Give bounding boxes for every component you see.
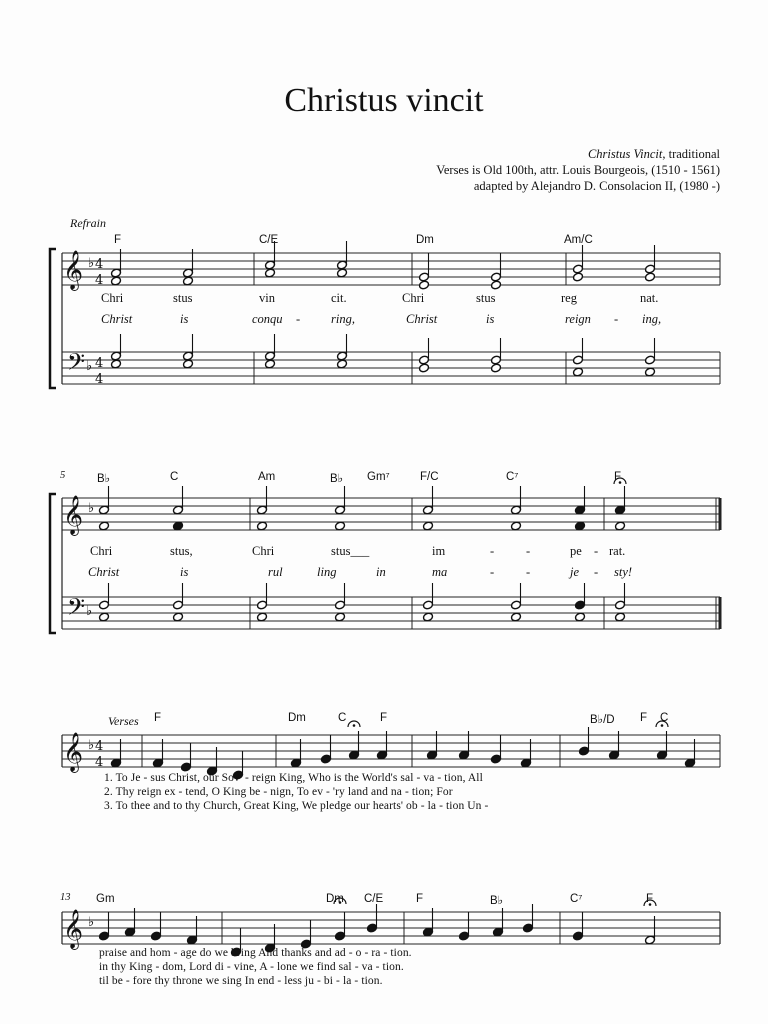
note-head [418,363,429,373]
verses-label: Verses [108,714,139,728]
lyric-s2-eng-dash-3: - [594,565,599,579]
lyric-s2-eng-dash-1: - [490,565,495,579]
note-head [426,750,437,760]
chord-s4-4: F [416,893,424,905]
lyric-s1-eng-4: ring, [331,312,355,326]
chord-s4-5: B♭ [490,895,504,907]
lyric-s2-latin-dash-2: - [526,544,531,558]
note-head [644,272,655,282]
note-head [572,355,583,365]
chord-s4-3: C/E [364,893,384,905]
page-title: Christus vincit [284,82,484,119]
note-head [458,931,469,941]
chord-s3-7: C [660,712,669,724]
note-head [256,600,267,610]
note-head [334,931,345,941]
note-head [256,612,267,622]
lyric-s1-latin-6: stus [476,291,496,305]
time-sig-top: 4 [95,739,104,754]
lyric-s2-latin-7: rat. [609,544,626,558]
note-head [376,750,387,760]
lyric-s2-latin-1: Chri [90,544,113,558]
chord-s1-4: Am/C [564,234,593,246]
treble-clef: 𝄞 [63,732,84,772]
credit-line-3: adapted by Alejandro D. Consolacion II, (1980 -) [473,179,720,193]
system-bracket [50,494,56,633]
note-head [572,367,583,377]
note-head [124,927,135,937]
chord-s3-1: F [154,712,162,724]
note-head [98,600,109,610]
note-head [510,521,521,531]
key-flat: ♭ [88,915,95,930]
note-head [98,931,109,941]
key-flat: ♭ [88,256,95,271]
lyric-s2-latin-5: im [432,544,446,558]
lyric-s2-eng-dash-2: - [526,565,531,579]
lyric-s2-latin-3: Chri [252,544,275,558]
note-head [256,505,267,515]
note-head [574,612,585,622]
note-head [182,359,193,369]
lyric-s1-latin-1: Chri [101,291,124,305]
note-head [578,746,589,756]
note-head [510,600,521,610]
fermata-dot [661,724,664,727]
treble-clef: 𝄞 [63,250,84,290]
chord-s1-2: C/E [259,234,279,246]
note-head [334,505,345,515]
lyric-s2-latin-dash-1: - [490,544,495,558]
verse-3-line-1: 3. To thee and to thy Church, Great King, We pledge our hearts' ob - la - tion Un - [104,800,489,812]
lyric-s1-latin-7: reg [561,291,577,305]
system-bracket [50,249,56,388]
note-head [182,351,193,361]
note-head [574,600,585,610]
note-head [422,600,433,610]
note-head [490,754,501,764]
note-head [336,359,347,369]
lyric-s1-eng-3: conqu [252,312,283,326]
note-head [422,505,433,515]
lyric-s2-latin-6: pe [570,544,582,558]
verse-1-line-2: praise and hom - age do we bring And thanks and ad - o - ra - tion. [99,947,412,959]
lyric-s1-eng-6: is [486,312,495,326]
lyric-s2-latin-2: stus, [170,544,193,558]
lyric-s2-eng-2: is [180,565,189,579]
note-head [150,931,161,941]
chord-s1-3: Dm [416,234,434,246]
time-sig-bottom: 4 [95,273,104,288]
chord-s2-5: Gm⁷ [367,471,390,483]
chord-s3-3: C [338,712,347,724]
fermata-dot [353,724,356,727]
lyric-s1-latin-4: cit. [331,291,347,305]
chord-s3-2: Dm [288,712,306,724]
note-head [490,363,501,373]
note-head [110,758,121,768]
note-head [644,367,655,377]
note-head [110,276,121,286]
lyric-s2-eng-7: je [570,565,580,579]
key-flat: ♭ [86,359,93,374]
lyric-s1-latin-5: Chri [402,291,425,305]
note-head [520,758,531,768]
chord-s2-6: F/C [420,471,439,483]
treble-clef: 𝄞 [63,909,84,949]
lyric-s2-eng-1: Christ [88,565,120,579]
note-head [182,276,193,286]
credit-source-rest: , traditional [662,147,720,161]
note-head [336,268,347,278]
lyric-s1-eng-dash-1: - [296,312,301,326]
note-head [172,612,183,622]
note-head [492,927,503,937]
credit-line-2: Verses is Old 100th, attr. Louis Bourgeois, (1510 - 1561) [436,163,720,177]
lyric-s1-latin-2: stus [173,291,193,305]
note-head [418,272,429,282]
note-head [98,521,109,531]
note-head [172,521,183,531]
lyric-s1-eng-5: Christ [406,312,438,326]
chord-s2-4: B♭ [330,473,344,485]
note-head [418,355,429,365]
note-head [110,268,121,278]
chord-s2-7: C⁷ [506,471,519,483]
lyric-s2-eng-4: ling [317,565,337,579]
key-flat: ♭ [88,501,95,516]
note-head [264,359,275,369]
note-head [110,351,121,361]
note-head [614,521,625,531]
note-head [264,260,275,270]
note-head [490,355,501,365]
lyric-s2-latin-4: stus___ [331,544,370,558]
time-sig-top: 4 [95,356,104,371]
verse-2-line-1: 2. Thy reign ex - tend, O King be - nign, To ev - 'ry land and na - tion; For [104,786,453,798]
time-sig-top: 4 [95,257,104,272]
refrain-label: Refrain [70,216,106,230]
note-head [510,612,521,622]
note-head [510,505,521,515]
note-head [572,272,583,282]
note-head [684,758,695,768]
bass-clef: 𝄢 [67,348,86,381]
key-flat: ♭ [88,738,95,753]
note-head [656,750,667,760]
note-head [574,521,585,531]
note-head [458,750,469,760]
chord-s2-3: Am [258,471,276,483]
note-head [422,612,433,622]
note-head [644,935,655,945]
note-head [152,758,163,768]
note-head [334,600,345,610]
treble-clef: 𝄞 [63,495,84,535]
lyric-s1-latin-8: nat. [640,291,659,305]
note-head [490,280,501,290]
lyric-s1-eng-7: reign [565,312,591,326]
note-head [644,264,655,274]
lyric-s1-eng-dash-2: - [614,312,619,326]
note-head [574,505,585,515]
verse-2-line-2: in thy King - dom, Lord di - vine, A - lone we find sal - va - tion. [99,961,404,973]
note-head [264,351,275,361]
note-head [644,355,655,365]
key-flat: ♭ [86,604,93,619]
note-head [572,931,583,941]
chord-s3-6: F [640,712,648,724]
measure-number-5: 5 [60,470,66,481]
credit-source: Christus Vincit [587,147,663,161]
chord-s4-1: Gm [96,893,115,905]
note-head [614,600,625,610]
note-head [418,280,429,290]
note-head [180,762,191,772]
note-head [572,264,583,274]
lyric-s2-eng-8: sty! [614,565,633,579]
note-head [290,758,301,768]
lyric-s2-eng-6: ma [432,565,448,579]
verse-1-line-1: 1. To Je - sus Christ, our Sov' - reign King, Who is the World's sal - va - tion, All [104,772,483,784]
time-sig-bottom: 4 [95,755,104,770]
note-head [172,600,183,610]
note-head [348,750,359,760]
verse-3-line-2: til be - fore thy throne we sing In end - less ju - bi - la - tion. [99,975,383,987]
note-head [608,750,619,760]
note-head [98,505,109,515]
note-head [172,505,183,515]
note-head [336,260,347,270]
note-head [320,754,331,764]
lyric-s2-eng-5: in [376,565,386,579]
lyric-s1-eng-2: is [180,312,189,326]
lyric-s2-latin-dash-3: - [594,544,599,558]
note-head [336,351,347,361]
note-head [182,268,193,278]
chord-s4-2: Dm [326,893,344,905]
note-head [256,521,267,531]
time-sig-bottom: 4 [95,372,104,387]
chord-s4-6: C⁷ [570,893,583,905]
note-head [422,927,433,937]
lyric-s1-eng-1: Christ [101,312,133,326]
chord-s2-2: C [170,471,179,483]
note-head [490,272,501,282]
chord-s3-5: B♭/D [590,714,615,726]
note-head [614,612,625,622]
chord-s2-8: F [614,471,622,483]
note-head [186,935,197,945]
chord-s2-1: B♭ [97,473,111,485]
note-head [264,268,275,278]
lyric-s1-latin-3: vin [259,291,275,305]
note-head [334,612,345,622]
note-head [334,521,345,531]
note-head [98,612,109,622]
chord-s4-7: F [646,893,654,905]
measure-number-13: 13 [60,892,71,903]
note-head [422,521,433,531]
lyric-s1-eng-8: ing, [642,312,662,326]
lyric-s2-eng-3: rul [268,565,283,579]
chord-s3-4: F [380,712,388,724]
note-head [110,359,121,369]
note-head [522,923,533,933]
chord-s1-1: F [114,234,122,246]
note-head [366,923,377,933]
bass-clef: 𝄢 [67,593,86,626]
note-head [614,505,625,515]
